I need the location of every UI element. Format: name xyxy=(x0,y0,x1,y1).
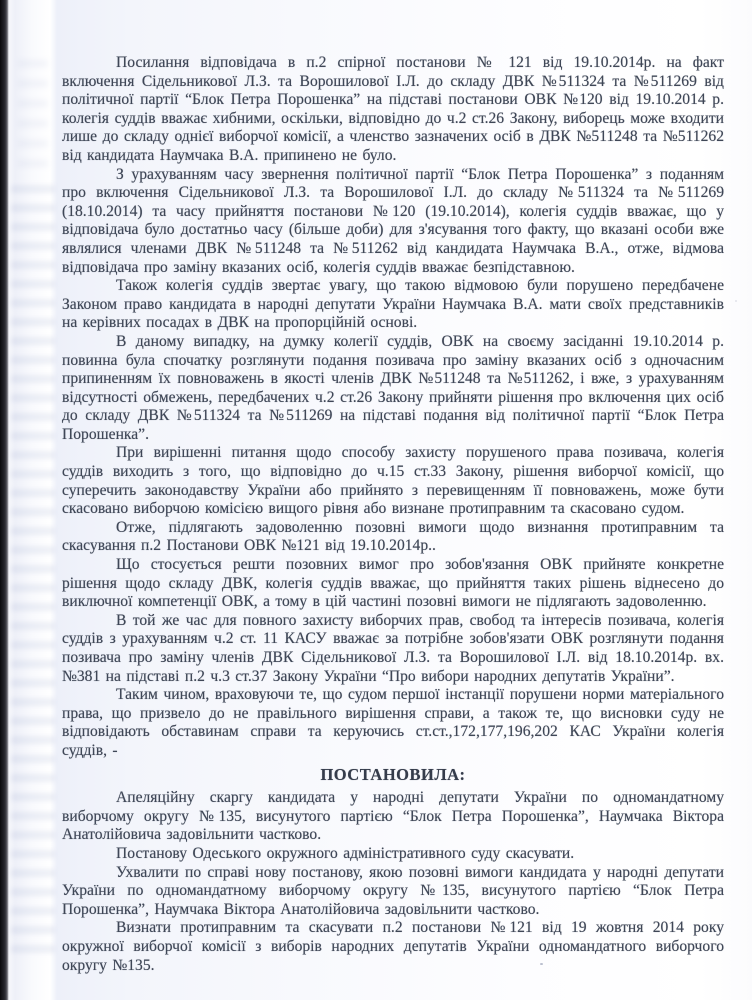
body-paragraph-4: В даному випадку, на думку колегії суддів, ОВК на своєму засіданні 19.10.2014 р. повинна була спочатку розглянути подання позивача про заміну вказаних осіб з одночасним припиненням їх повноважень в якості членів ДВК №511248 та №511262, і вже, з урахуванням відсутності обмежень, передбачених ч.2 ст.26 Закону прийняти рішення про включення цих осіб до складу ДВК №511324 та №511269 на підставі подання від політичної партії “Блок Петра Порошенка”. xyxy=(62,332,724,443)
document-text-block xyxy=(62,54,724,975)
body-paragraph-2: З урахуванням часу звернення політичної партії “Блок Петра Порошенка” з поданням про включення Сідельникової Л.З. та Ворошилової І.Л. до складу №511324 та №511269 (18.10.2014) та часу прийняття постанови №120 (19.10.2014), колегія суддів вважає, що у відповідача було достатньо часу (більше доби) для з'ясування того факту, що вказані особи вже являлися членами ДВК №511248 та №511262 від кандидата Наумчака В.А., отже, відмова відповідача про заміну вказаних осіб, колегія суддів вважає безпідставною. xyxy=(62,165,724,276)
body-paragraph-3: Також колегія суддів звертає увагу, що такою відмовою були порушено передбачене Законом право кандидата в народні депутати України Наумчака В.А. мати своїх представників на керівних посадах в ДВК на пропорційній основі. xyxy=(62,277,724,332)
resolution-heading: ПОСТАНОВИЛА: xyxy=(320,764,466,784)
body-paragraph-7: Що стосується решти позовних вимог про зобов'язання ОВК прийняте конкретне рішення щодо складу ДВК, колегія суддів вважає, що прийняття таких рішень віднесено до виключної компетенції ОВК, а тому в цій частині позовні вимоги не підлягають задоволенню. xyxy=(62,556,724,611)
resolution-paragraph-1: Апеляційну скаргу кандидата у народні депутати України по одномандатному виборчому округу №135, висунутого партією “Блок Петра Порошенка”, Наумчака Віктора Анатолійовича задовільнити частково. xyxy=(62,789,724,844)
body-paragraph-8: В той же час для повного захисту виборчих прав, свобод та інтересів позивача, колегія суддів з урахуванням ч.2 ст. 11 КАСУ вважає за потрібне зобов'язати ОВК розглянути подання позивача про заміну членів ДВК Сідельникової Л.З. та Ворошилової І.Л. від 18.10.2014р. вх.№381 на підставі п.2 ч.3 ст.37 Закону України “Про вибори народних депутатів України”. xyxy=(62,611,724,685)
body-paragraph-6: Отже, підлягають задоволенню позовні вимоги щодо визнання протиправним та скасування п.2 Постанови ОВК №121 від 19.10.2014р.. xyxy=(62,518,724,555)
scan-dark-edge xyxy=(0,0,8,1000)
scan-speck xyxy=(735,300,737,302)
bleed-through-text-artifact xyxy=(11,185,55,955)
body-paragraph-5: При вирішенні питання щодо способу захисту порушеного права позивача, колегія суддів виходить з того, що відповідно до ч.15 ст.33 Закону, рішення виборчої комісії, що суперечить законодавству України або прийнято з перевищенням її повноважень, може бути скасовано виборчою комісією вищого рівня або визнане протиправним та скасовано судом. xyxy=(62,444,724,518)
bleed-through-text-artifact-top xyxy=(18,60,48,170)
body-paragraph-1: Посилання відповідача в п.2 спірної постанови № 121 від 19.10.2014р. на факт включення Сідельникової Л.З. та Ворошилової І.Л. до складу ДВК №511324 та №511269 від політичної партії “Блок Петра Порошенка” на підставі постанови ОВК №120 від 19.10.2014 р. колегія суддів вважає хибними, оскільки, відповідно до ч.2 ст.26 Закону, виборець може входити лише до складу однієї виборчої комісії, а членство зазначених осіб в ДВК №511248 та №511262 від кандидата Наумчака В.А. припинено не було. xyxy=(62,54,724,164)
resolution-paragraph-3: Ухвалити по справі нову постанову, якою позовні вимоги кандидата у народні депутати України по одномандатному виборчому округу №135, висунутого партією “Блок Петра Порошенка”, Наумчака Віктора Анатолійовича задовільнити частково. xyxy=(62,863,724,918)
body-paragraph-9: Таким чином, враховуючи те, що судом першої інстанції порушени норми матеріального права, що призвело до не правільного вирішення справи, а також те, що висновки суду не відповідають обставинам справи та керуючись ст.ст.,172,177,196,202 КАС України колегія суддів, - xyxy=(62,686,724,759)
resolution-paragraph-2: Постанову Одеського окружного адміністративного суду скасувати. xyxy=(116,844,575,862)
resolution-paragraph-4: Визнати протиправним та скасувати п.2 постанови №121 від 19 жовтня 2014 року окружної виборчої комісії з виборів народних депутатів України одномандатного виборчого округу №135. xyxy=(62,919,724,974)
